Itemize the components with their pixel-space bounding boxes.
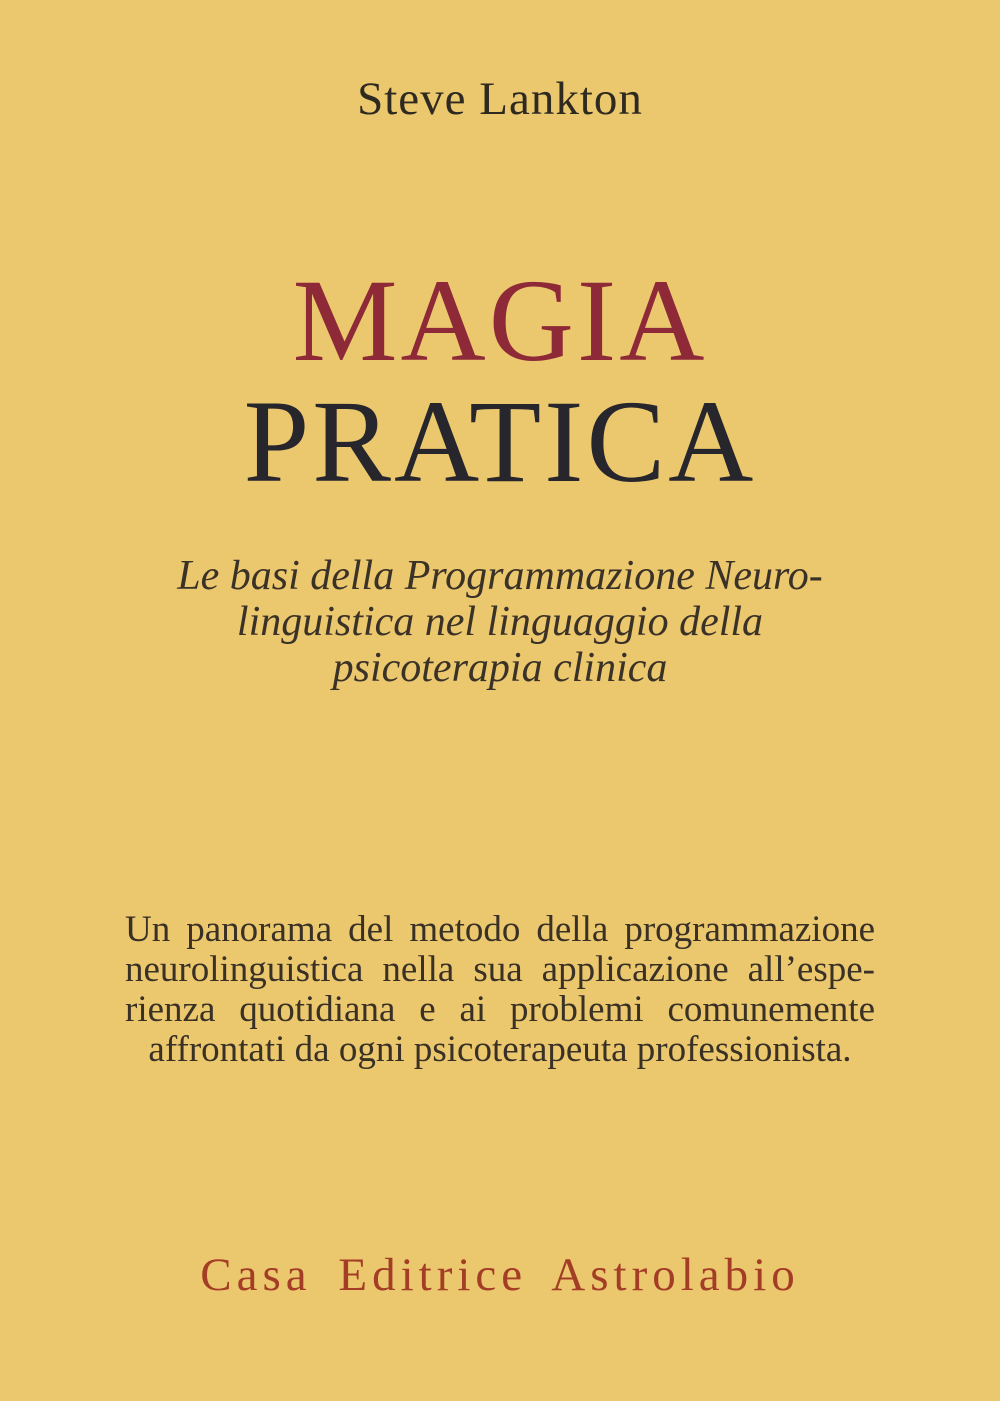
blurb-line: neurolinguistica nella sua applicazione all’espe-	[125, 949, 875, 990]
blurb-line: Un panorama del metodo della programmazione	[125, 909, 875, 950]
publisher-name: Casa Editrice Astrolabio	[200, 1249, 800, 1301]
blurb-line: rienza quotidiana e ai problemi comunemente	[125, 989, 875, 1030]
book-title-line-magia: MAGIA	[292, 255, 708, 386]
subtitle-line: psicoterapia clinica	[332, 645, 668, 691]
subtitle-line: Le basi della Programmazione Neuro-	[177, 553, 823, 599]
author-name: Steve Lankton	[357, 73, 643, 125]
blurb-line: affrontati da ogni psicoterapeuta professionista.	[148, 1029, 852, 1070]
subtitle	[0, 553, 1000, 691]
book-title-line-pratica: PRATICA	[243, 376, 757, 507]
back-blurb	[125, 910, 875, 1070]
subtitle-line: linguistica nel linguaggio della	[236, 599, 764, 645]
